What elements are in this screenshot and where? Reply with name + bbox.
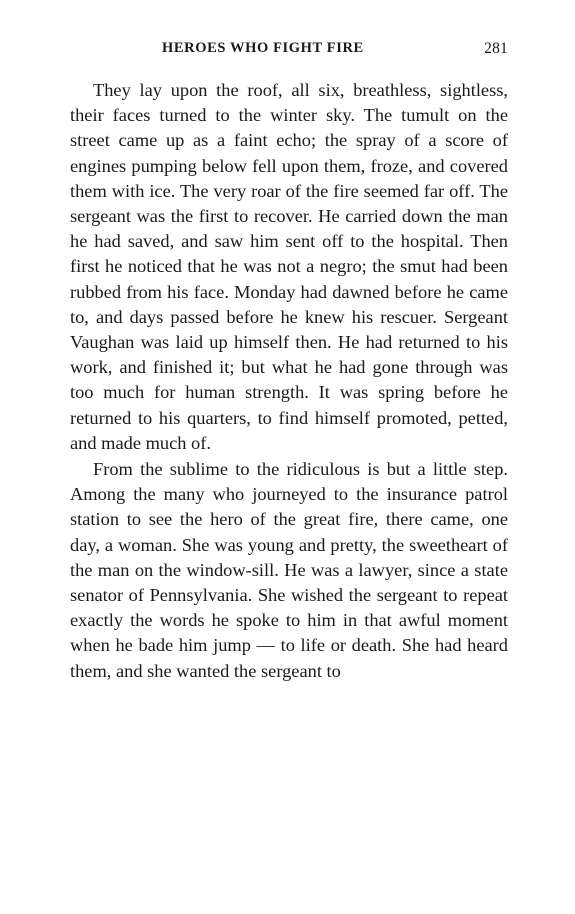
paragraph-1: They lay upon the roof, all six, breathless, sightless, their faces turned to the winter sky. The tumult on the street came up as a faint echo; the spray of a score of engines pumping below fell upon them, froze, and covered them with ice. The very roar of the fire seemed far off. The sergeant was the first to recover. He carried down the man he had saved, and saw him sent off to the hospital. Then first he noticed that he was not a negro; the smut had been rubbed from his face. Monday had dawned before he came to, and days passed before he knew his rescuer. Sergeant Vaughan was laid up himself then. He had returned to his work, and finished it; but what he had gone through was too much for human strength. It was spring before he returned to his quarters, to find himself promoted, petted, and made much of. — [70, 80, 508, 453]
body-text — [70, 78, 508, 684]
book-page — [70, 34, 508, 685]
running-title: HEROES WHO FIGHT FIRE — [162, 40, 364, 56]
page-number: 281 — [484, 40, 508, 57]
paragraph-2: From the sublime to the ridiculous is but a little step. Among the many who journeyed to the insurance patrol station to see the hero of the great fire, there came, one day, a woman. She was young and pretty, the sweetheart of the man on the window-sill. He was a lawyer, since a state senator of Pennsylvania. She wished the sergeant to repeat exactly the words he spoke to him in that awful moment when he bade him jump — to life or death. She had heard them, and she wanted the sergeant to — [70, 459, 508, 681]
running-head — [70, 34, 508, 64]
